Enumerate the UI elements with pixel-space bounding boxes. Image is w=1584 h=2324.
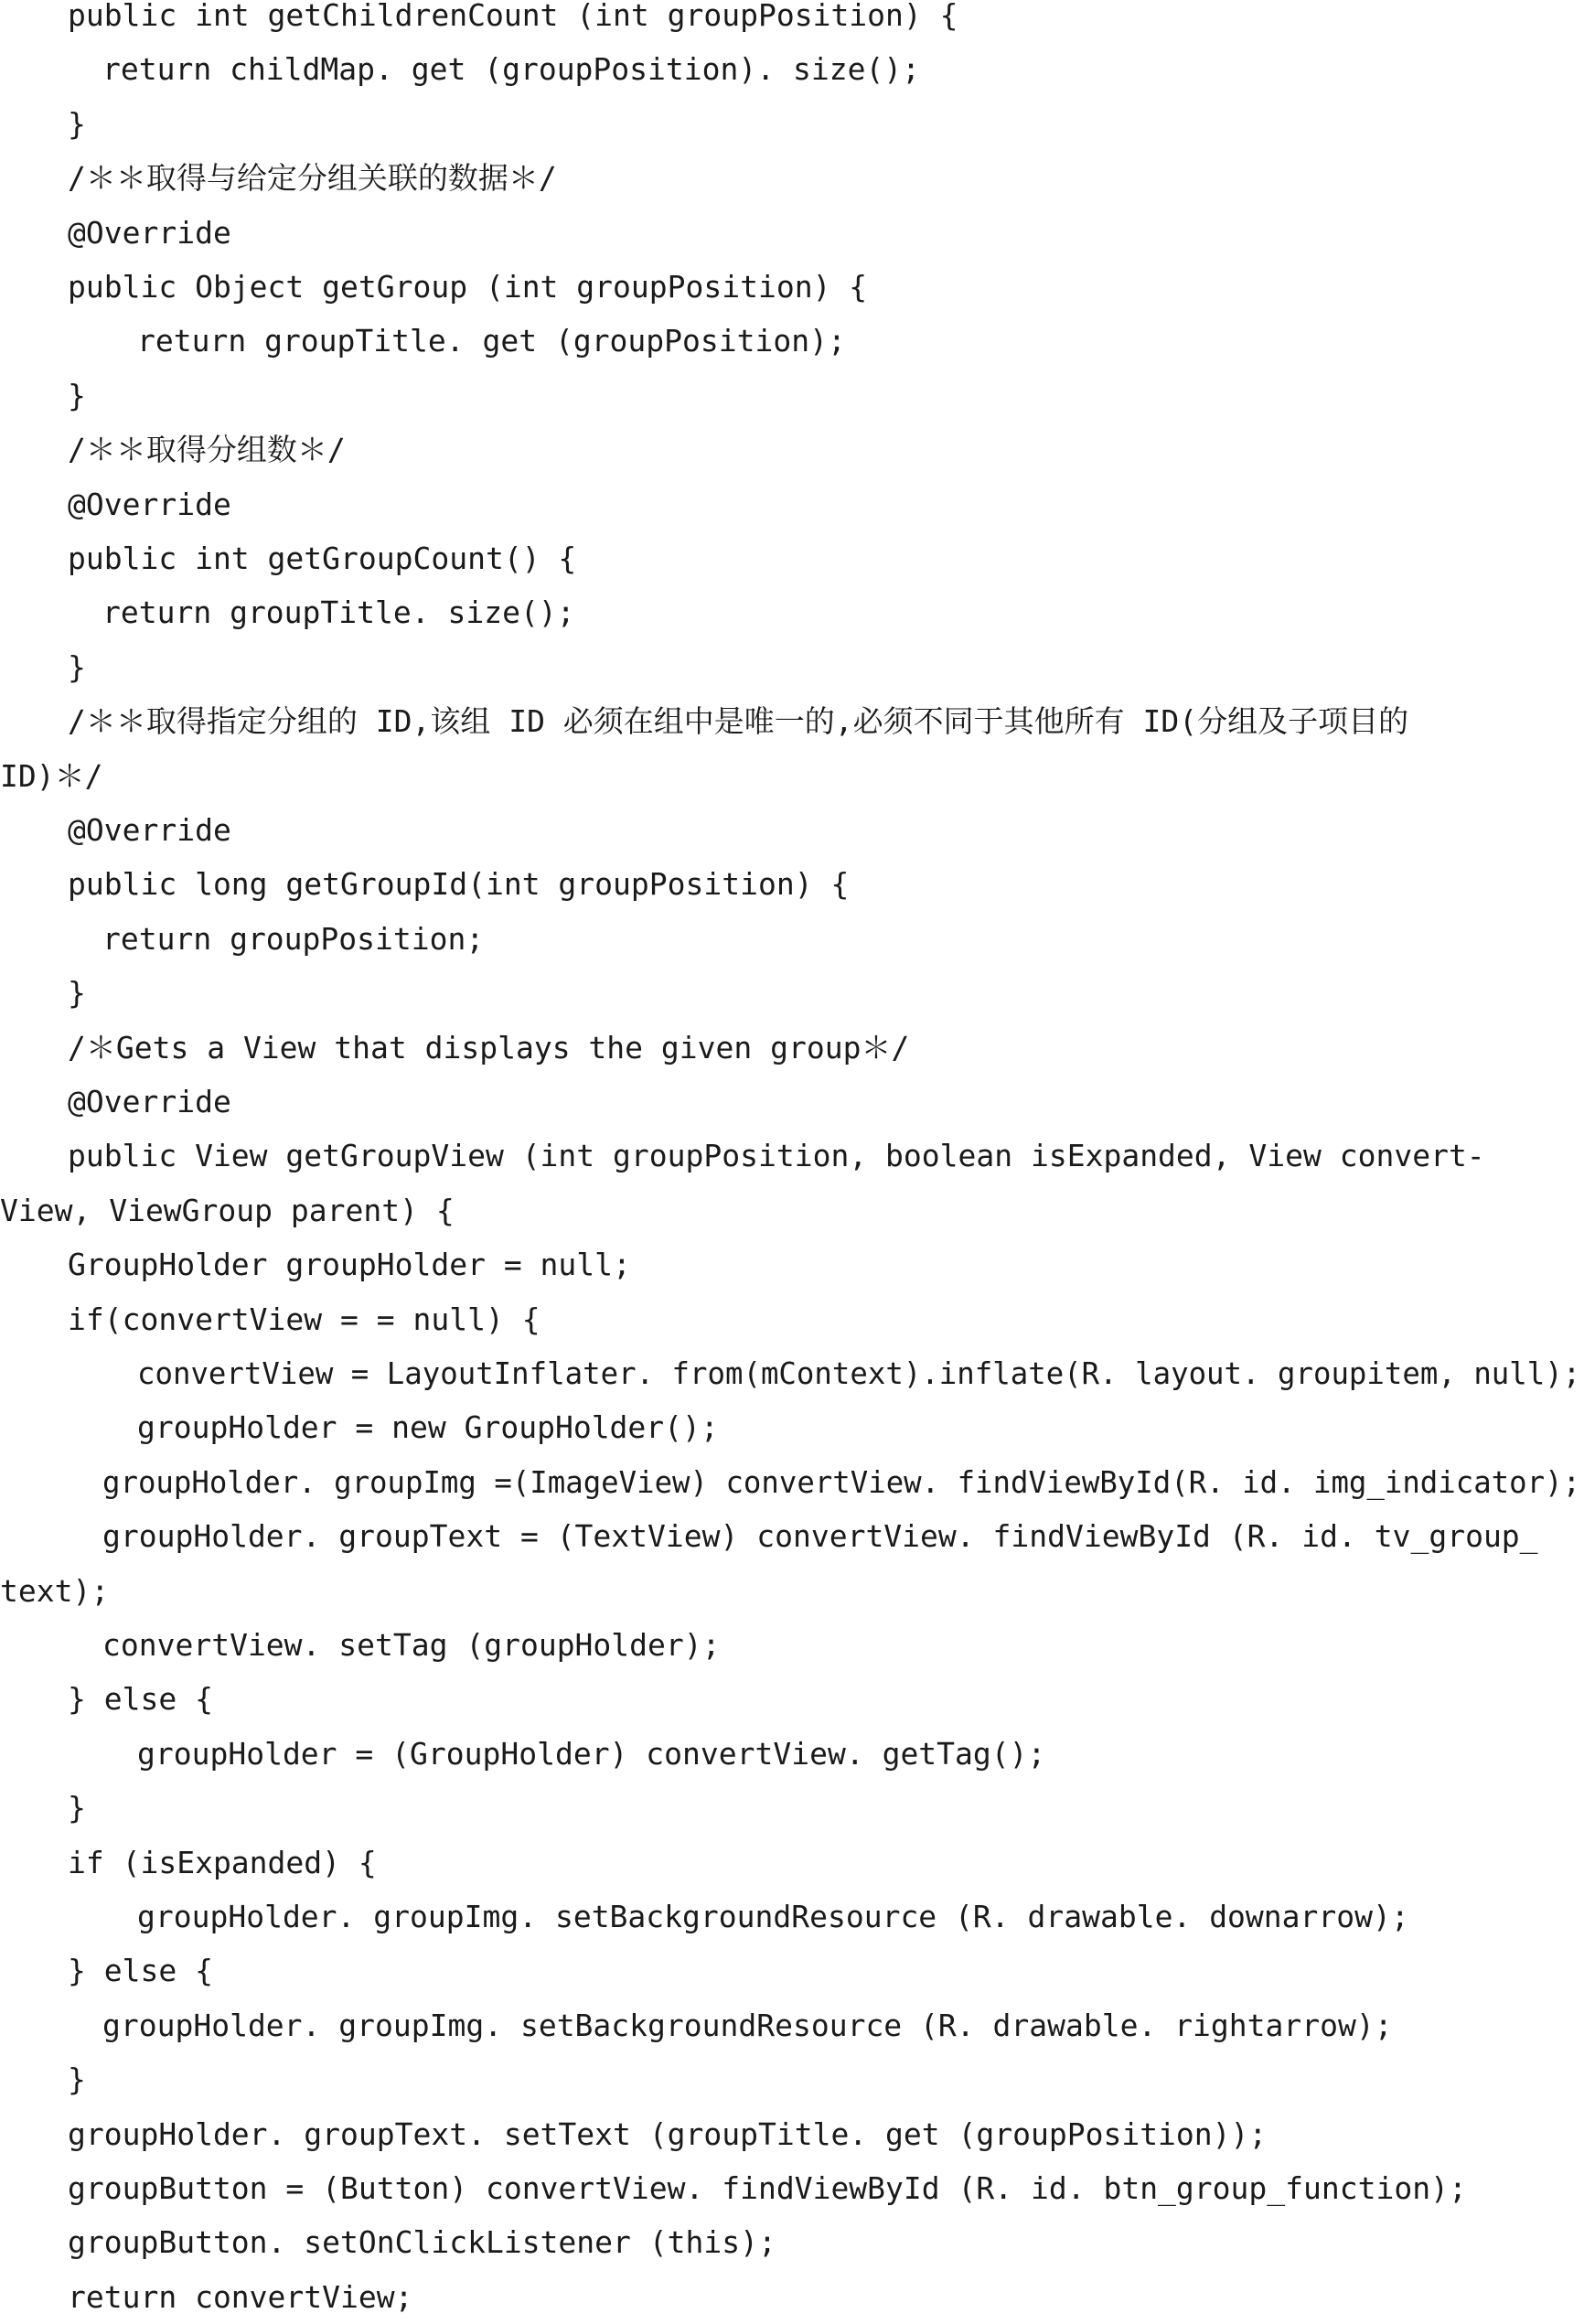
- code-line: return groupTitle. size();: [102, 594, 575, 631]
- code-line: @Override: [68, 486, 231, 522]
- code-line: View, ViewGroup parent) {: [0, 1192, 455, 1228]
- code-line: groupHolder. groupText. setText (groupTitle. get (groupPosition));: [68, 2115, 1268, 2152]
- code-line: }: [68, 648, 86, 685]
- code-line: }: [68, 2062, 86, 2098]
- code-line: /＊Gets a View that displays the given group＊/: [68, 1029, 910, 1066]
- code-line: public View getGroupView (int groupPosition, boolean isExpanded, View convert-: [68, 1138, 1485, 1174]
- code-line: @Override: [68, 214, 231, 251]
- code-line: groupButton. setOnClickListener (this);: [68, 2224, 776, 2261]
- code-line: groupHolder. groupImg. setBackgroundResource (R. drawable. downarrow);: [137, 1899, 1409, 1934]
- code-line: GroupHolder groupHolder = null;: [68, 1247, 631, 1283]
- code-line: public long getGroupId(int groupPosition) {: [68, 866, 850, 903]
- code-line: /＊＊取得指定分组的 ID,该组 ID 必须在组中是唯一的,必须不同于其他所有 ID(分组及子项目的: [68, 703, 1409, 740]
- code-line: groupButton = (Button) convertView. findViewById (R. id. btn_group_function);: [68, 2170, 1467, 2206]
- code-line: text);: [0, 1572, 110, 1609]
- code-line: public int getGroupCount() {: [68, 541, 577, 576]
- code-line: return groupTitle. get (groupPosition);: [137, 323, 846, 359]
- code-line: convertView = LayoutInflater. from(mContext).inflate(R. layout. groupitem, null);: [137, 1355, 1581, 1391]
- code-line: }: [68, 105, 86, 142]
- code-line: if(convertView = = null) {: [68, 1301, 540, 1337]
- code-line: /＊＊取得分组数＊/: [68, 432, 346, 468]
- code-line: return groupPosition;: [102, 920, 485, 957]
- code-line: public Object getGroup (int groupPosition) {: [68, 269, 868, 305]
- code-line: groupHolder = new GroupHolder();: [137, 1409, 719, 1446]
- code-line: }: [68, 377, 86, 413]
- code-line: } else {: [68, 1681, 213, 1718]
- code-line: convertView. setTag (groupHolder);: [102, 1627, 721, 1663]
- code-line: return convertView;: [68, 2278, 413, 2315]
- code-line: if (isExpanded) {: [68, 1844, 377, 1880]
- code-line: return childMap. get (groupPosition). size();: [102, 51, 921, 88]
- code-line: groupHolder. groupImg =(ImageView) convertView. findViewById(R. id. img_indicator);: [102, 1463, 1581, 1500]
- code-line: @Override: [68, 812, 231, 848]
- code-line: /＊＊取得与给定分组关联的数据＊/: [68, 160, 557, 197]
- code-line: }: [68, 1790, 86, 1826]
- code-line: @Override: [68, 1084, 231, 1119]
- code-line: groupHolder. groupText = (TextView) convertView. findViewById (R. id. tv_group_: [102, 1518, 1538, 1555]
- code-line: public int getChildrenCount (int groupPosition) {: [68, 0, 958, 33]
- code-line: } else {: [68, 1953, 213, 1989]
- code-line: ID)＊/: [0, 757, 103, 794]
- code-line: }: [68, 975, 86, 1012]
- code-line: groupHolder. groupImg. setBackgroundResource (R. drawable. rightarrow);: [102, 2007, 1393, 2043]
- code-line: groupHolder = (GroupHolder) convertView. getTag();: [137, 1735, 1046, 1772]
